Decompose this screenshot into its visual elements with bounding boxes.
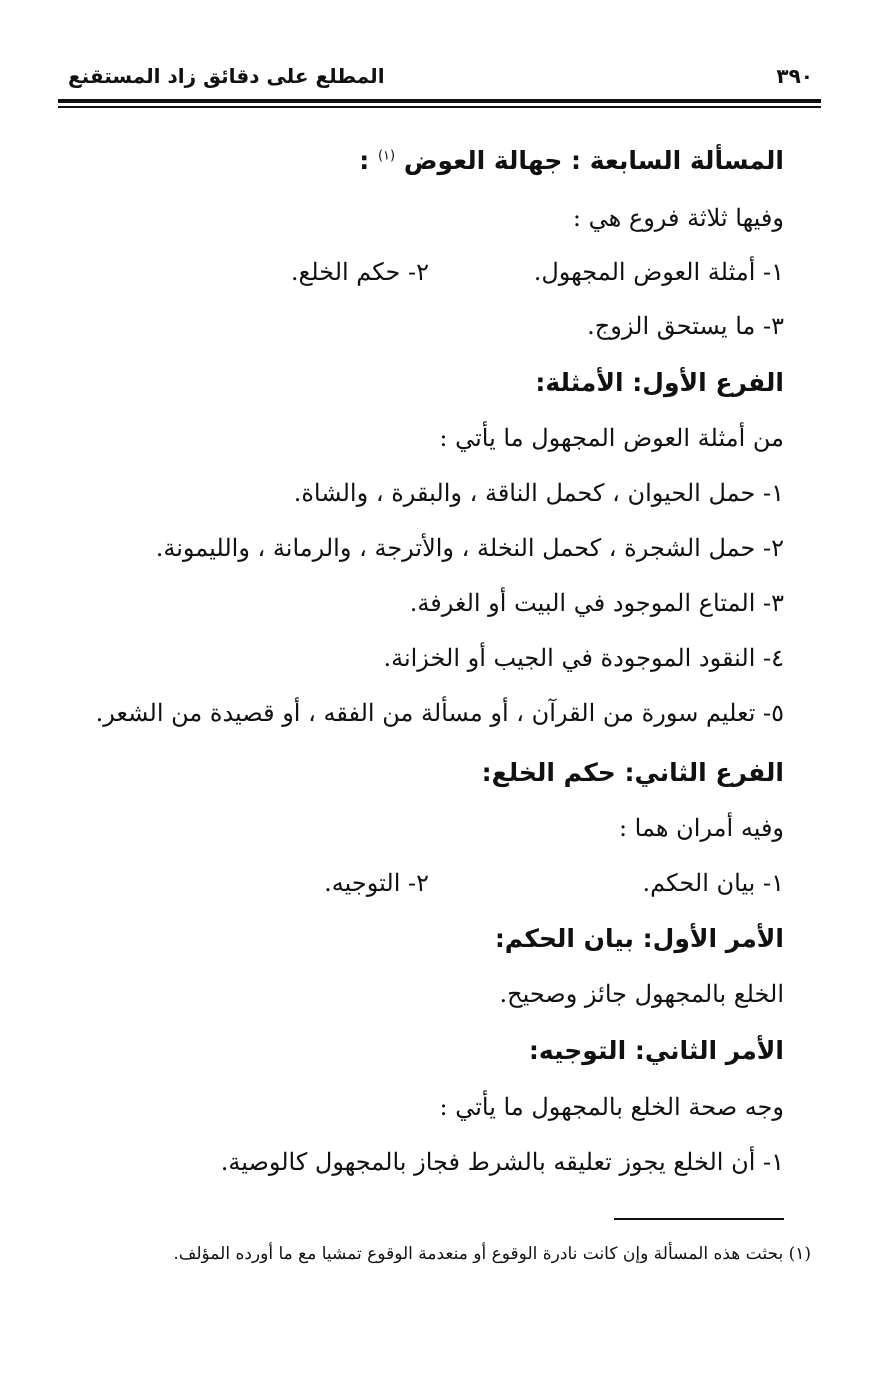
running-title: المطلع على دقائق زاد المستقنع [68, 64, 385, 88]
example-item-2: ٢- حمل الشجرة ، كحمل النخلة ، والأترجة ، والرمانة ، والليمونة. [155, 534, 784, 562]
example-item-4: ٤- النقود الموجودة في الجيب أو الخزانة. [383, 644, 784, 672]
branch-item-1: ١- أمثلة العوض المجهول. [533, 258, 784, 286]
footnote-marker: (١) [377, 148, 396, 164]
second-branch-heading: الفرع الثاني: حكم الخلع: [481, 758, 784, 787]
example-item-3: ٣- المتاع الموجود في البيت أو الغرفة. [409, 589, 784, 617]
footnote-text: (١) بحثت هذه المسألة وإن كانت نادرة الوقوع أو منعدمة الوقوع تمشيا مع ما أورده المؤلف. [173, 1244, 811, 1264]
two-matters-intro: وفيه أمران هما : [618, 814, 784, 842]
ruling-text: الخلع بالمجهول جائز وصحيح. [499, 980, 784, 1008]
justification-item-1: ١- أن الخلع يجوز تعليقه بالشرط فجاز بالمجهول كالوصية. [220, 1148, 784, 1176]
branches-intro: وفيها ثلاثة فروع هي : [572, 204, 784, 232]
examples-intro: من أمثلة العوض المجهول ما يأتي : [439, 424, 784, 452]
section-heading [359, 148, 784, 173]
second-matter-heading: الأمر الثاني: التوجيه: [528, 1036, 784, 1065]
branch-item-3: ٣- ما يستحق الزوج. [587, 312, 784, 340]
branch-item-2: ٢- حكم الخلع. [290, 258, 429, 286]
matter-item-2: ٢- التوجيه. [324, 869, 429, 897]
header-rule-thick [58, 99, 821, 103]
footnote-separator [614, 1218, 784, 1220]
example-item-5: ٥- تعليم سورة من القرآن ، أو مسألة من الفقه ، أو قصيدة من الشعر. [95, 699, 784, 727]
page-number: ٣٩٠ [776, 64, 813, 88]
section-heading-text: المسألة السابعة : جهالة العوض [403, 146, 784, 175]
first-branch-heading: الفرع الأول: الأمثلة: [535, 368, 784, 397]
justification-intro: وجه صحة الخلع بالمجهول ما يأتي : [439, 1093, 784, 1121]
first-matter-heading: الأمر الأول: بيان الحكم: [494, 924, 784, 953]
matter-item-1: ١- بيان الحكم. [642, 869, 784, 897]
example-item-1: ١- حمل الحيوان ، كحمل الناقة ، والبقرة ، والشاة. [293, 479, 784, 507]
page-header [58, 62, 821, 98]
header-rule-thin [58, 106, 821, 108]
section-heading-colon: : [359, 146, 370, 175]
